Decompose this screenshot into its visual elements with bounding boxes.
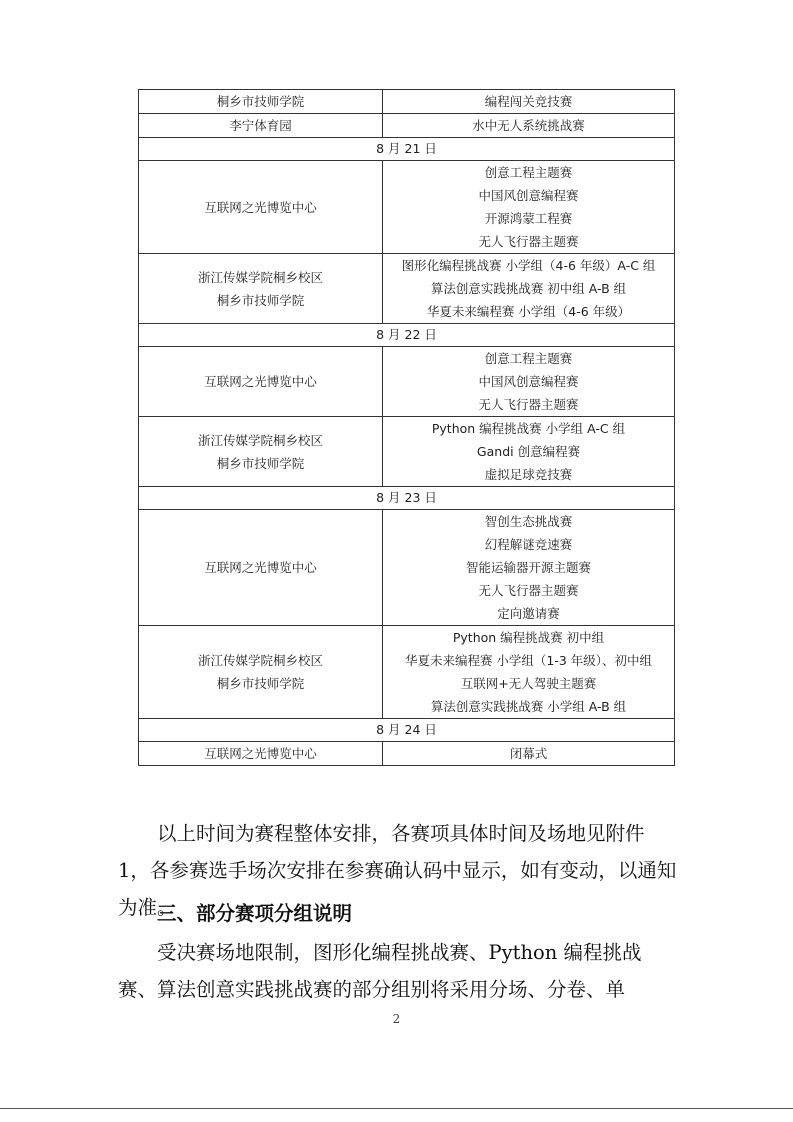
events-cell [383, 114, 675, 138]
venue-cell [139, 114, 383, 138]
event-name: 图形化编程挑战赛 小学组（4-6 年级）A-C 组 [401, 258, 656, 273]
date-label: 8 月 21 日 [139, 138, 675, 161]
schedule-row [139, 254, 675, 324]
event-name: 算法创意实践挑战赛 初中组 A-B 组 [430, 281, 627, 296]
event-name: 编程闯关竞技赛 [484, 94, 573, 109]
event-name: 虚拟足球竞技赛 [484, 467, 573, 482]
schedule-row [139, 417, 675, 487]
event-name: 中国风创意编程赛 [478, 188, 579, 203]
venue-name: 浙江传媒学院桐乡校区 [197, 653, 323, 668]
schedule-row [139, 510, 675, 626]
event-name: Python 编程挑战赛 初中组 [452, 630, 605, 645]
date-label: 8 月 23 日 [139, 487, 675, 510]
event-name: 开源鸿蒙工程赛 [484, 211, 573, 226]
event-name: 水中无人系统挑战赛 [472, 118, 585, 133]
venue-name: 浙江传媒学院桐乡校区 [197, 432, 323, 448]
venue-name: 互联网之光博览中心 [204, 374, 317, 389]
schedule-row [139, 114, 675, 138]
schedule-row [139, 161, 675, 254]
venue-name: 互联网之光博览中心 [204, 199, 317, 215]
venue-name: 桐乡市技师学院 [216, 455, 305, 471]
event-name: 定向邀请赛 [497, 606, 560, 621]
footer-divider [0, 1108, 793, 1109]
date-row [139, 487, 675, 510]
event-name: 创意工程主题赛 [484, 165, 573, 180]
venue-name: 李宁体育园 [229, 118, 292, 133]
venue-name: 桐乡市技师学院 [216, 292, 305, 308]
page-number: 2 [392, 1012, 401, 1026]
event-name: 闭幕式 [509, 746, 548, 761]
schedule-row [139, 347, 675, 417]
events-cell [383, 90, 675, 114]
event-name: Python 编程挑战赛 小学组 A-C 组 [431, 421, 626, 436]
schedule-row [139, 742, 675, 766]
events-cell [383, 161, 675, 254]
venue-cell [139, 90, 383, 114]
event-name: 幻程解谜竞速赛 [484, 537, 573, 552]
venue-cell [139, 417, 383, 487]
event-name: 创意工程主题赛 [484, 351, 573, 366]
schedule-row [139, 626, 675, 719]
venue-cell [139, 742, 383, 766]
date-label: 8 月 24 日 [139, 719, 675, 742]
events-cell [383, 254, 675, 324]
venue-cell [139, 510, 383, 626]
events-cell [383, 347, 675, 417]
event-name: 算法创意实践挑战赛 小学组 A-B 组 [430, 699, 627, 714]
date-row [139, 324, 675, 347]
event-name: 华夏未来编程赛 小学组（1-3 年级）、初中组 [404, 653, 653, 668]
event-name: 无人飞行器主题赛 [478, 234, 579, 249]
schedule-body [139, 90, 675, 766]
grouping-paragraph: 受决赛场地限制，图形化编程挑战赛、Python 编程挑战赛、算法创意实践挑战赛的部分组别将采用分场、分卷、单 [118, 941, 642, 1001]
date-row [139, 138, 675, 161]
event-name: 华夏未来编程赛 小学组（4-6 年级） [426, 304, 631, 319]
venue-cell [139, 161, 383, 254]
event-name: Gandi 创意编程赛 [476, 444, 581, 459]
venue-name: 桐乡市技师学院 [216, 94, 305, 109]
venue-name: 互联网之光博览中心 [204, 746, 317, 761]
event-name: 无人飞行器主题赛 [478, 583, 579, 598]
section-heading: 三、部分赛项分组说明 [157, 902, 353, 925]
events-cell [383, 742, 675, 766]
events-cell [383, 626, 675, 719]
venue-cell [139, 254, 383, 324]
venue-name: 浙江传媒学院桐乡校区 [197, 269, 323, 285]
date-row [139, 719, 675, 742]
schedule-note-paragraph: 以上时间为赛程整体安排，各赛项具体时间及场地见附件 1，各参赛选手场次安排在参赛确认码中显示，如有变动，以通知为准。 [118, 822, 677, 919]
schedule-row [139, 90, 675, 114]
event-name: 智能运输器开源主题赛 [465, 560, 591, 575]
date-label: 8 月 22 日 [139, 324, 675, 347]
event-name: 无人飞行器主题赛 [478, 397, 579, 412]
venue-cell [139, 347, 383, 417]
schedule-table [138, 89, 675, 766]
events-cell [383, 417, 675, 487]
event-name: 中国风创意编程赛 [478, 374, 579, 389]
venue-name: 桐乡市技师学院 [216, 676, 305, 691]
venue-cell [139, 626, 383, 719]
event-name: 智创生态挑战赛 [484, 514, 573, 529]
venue-name: 互联网之光博览中心 [204, 560, 317, 575]
events-cell [383, 510, 675, 626]
event-name: 互联网+无人驾驶主题赛 [460, 676, 597, 691]
